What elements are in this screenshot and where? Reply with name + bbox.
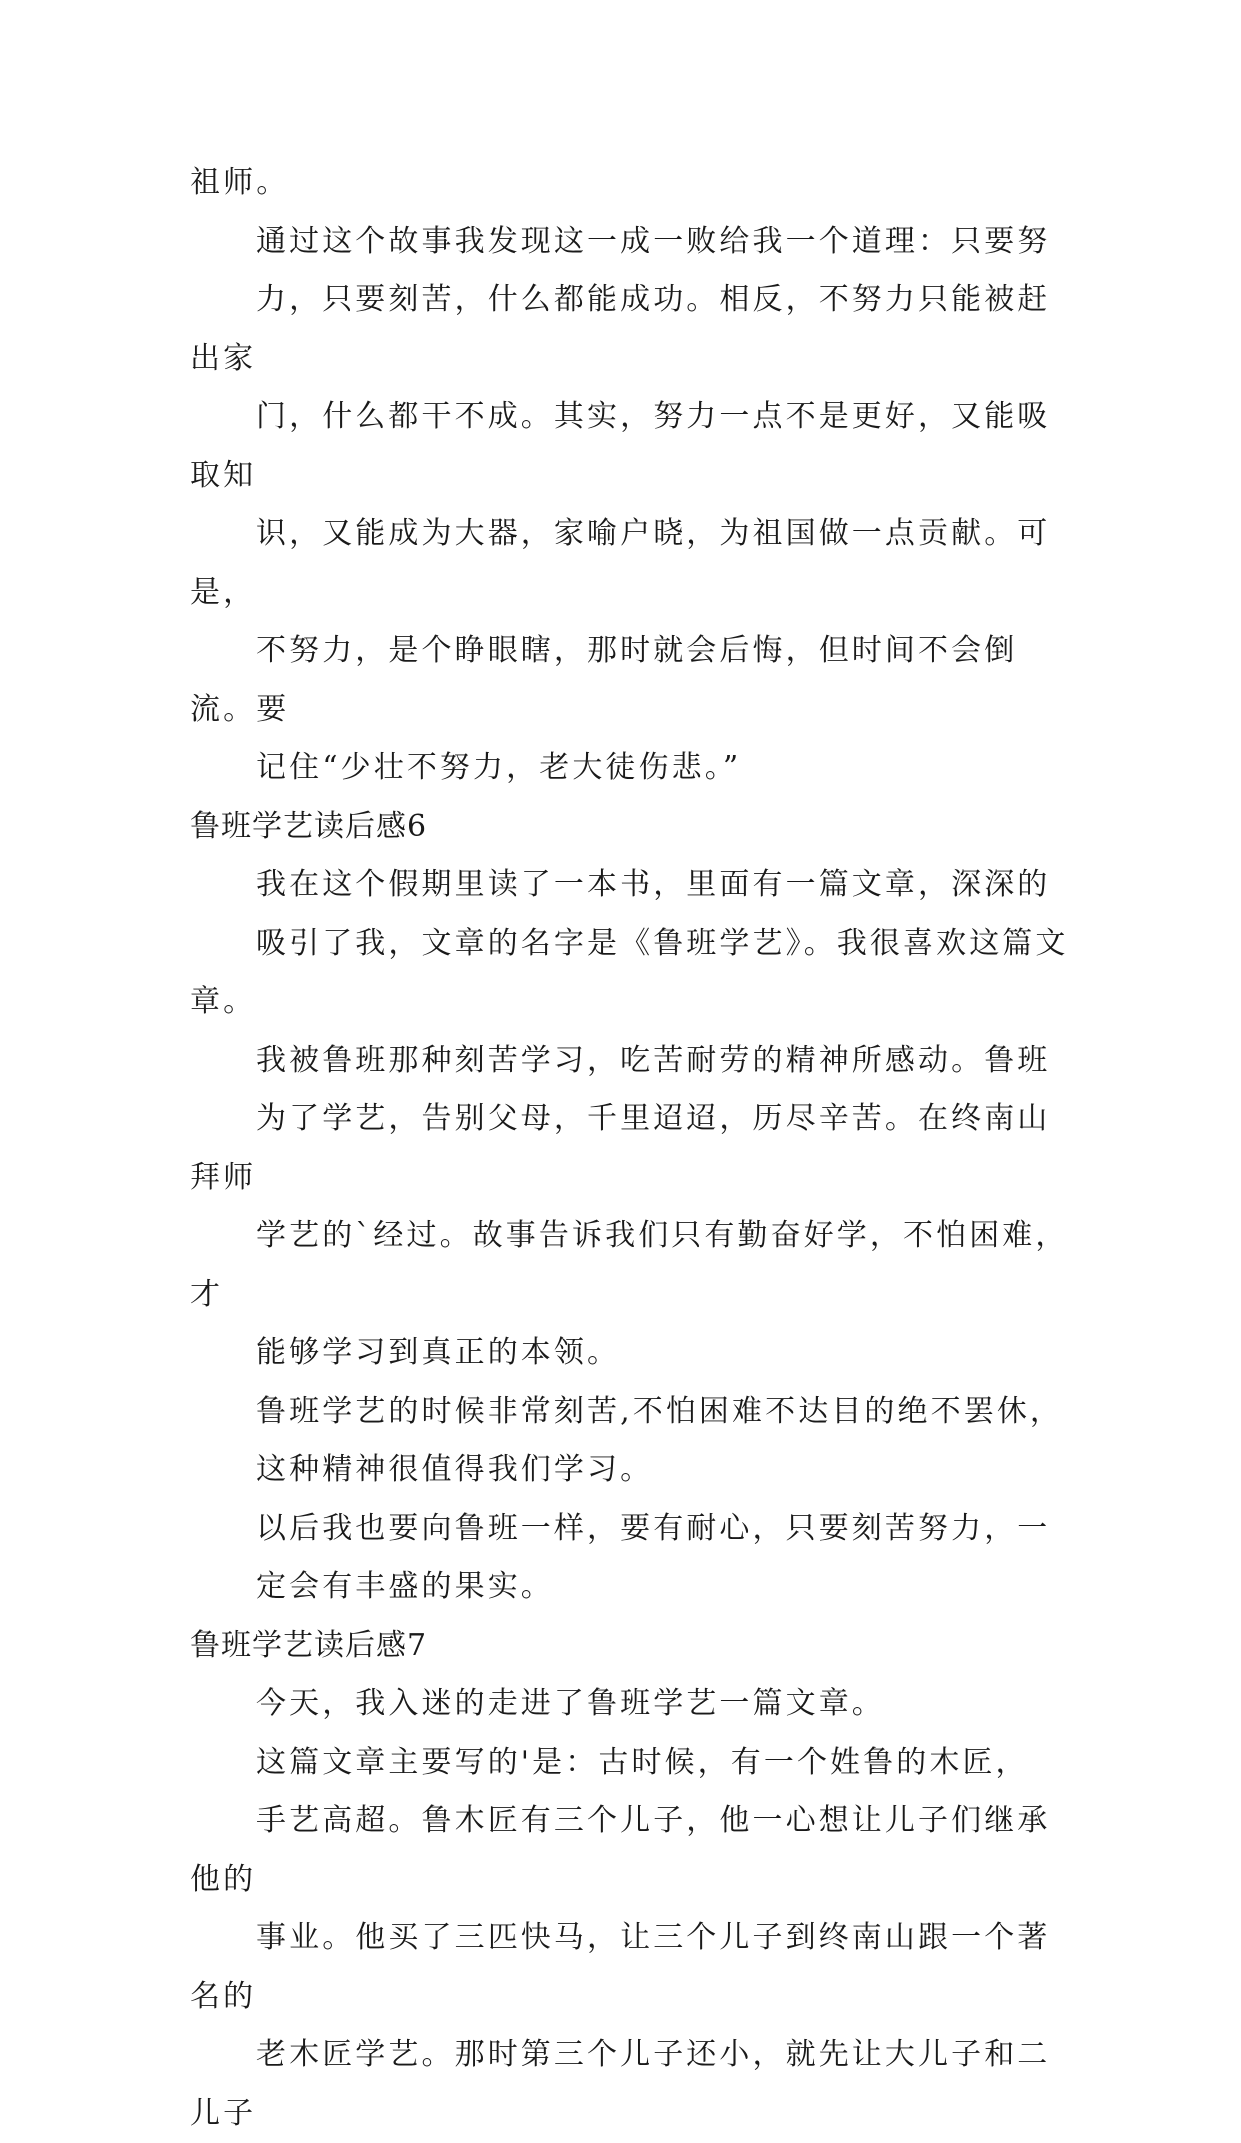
text-line: 我在这个假期里读了一本书，里面有一篇文章，深深的 [190, 856, 1070, 915]
text-line: 事业。他买了三匹快马，让三个儿子到终南山跟一个著名的 [190, 1909, 1070, 2026]
text-line: 手艺高超。鲁木匠有三个儿子，他一心想让儿子们继承他的 [190, 1792, 1070, 1909]
text-line: 力，只要刻苦，什么都能成功。相反，不努力只能被赶出家 [190, 271, 1070, 388]
paragraph [190, 154, 1070, 213]
text-line: 祖师。 [190, 154, 1070, 213]
text-line: 鲁班学艺读后感7 [190, 1617, 1070, 1676]
paragraph [190, 1500, 1070, 1617]
paragraph [190, 1675, 1070, 1734]
text-line: 学艺的`经过。故事告诉我们只有勤奋好学，不怕困难，才 [190, 1207, 1070, 1324]
text-line: 老木匠学艺。那时第三个儿子还小，就先让大儿子和二儿子 [190, 2026, 1070, 2143]
text-line: 为了学艺，告别父母，千里迢迢，历尽辛苦。在终南山拜师 [190, 1090, 1070, 1207]
text-line: 吸引了我，文章的名字是《鲁班学艺》。我很喜欢这篇文章。 [190, 915, 1070, 1032]
paragraph [190, 1734, 1070, 2143]
section-heading [190, 798, 1070, 857]
document-body [190, 154, 1070, 2143]
paragraph [190, 1032, 1070, 1383]
section-heading [190, 1617, 1070, 1676]
text-line: 鲁班学艺的时候非常刻苦,不怕困难不达目的绝不罢休， [190, 1383, 1070, 1442]
text-line: 能够学习到真正的本领。 [190, 1324, 1070, 1383]
text-line: 通过这个故事我发现这一成一败给我一个道理：只要努 [190, 213, 1070, 272]
text-line: 我被鲁班那种刻苦学习，吃苦耐劳的精神所感动。鲁班 [190, 1032, 1070, 1091]
text-line: 这篇文章主要写的'是：古时候，有一个姓鲁的木匠， [190, 1734, 1070, 1793]
text-line: 鲁班学艺读后感6 [190, 798, 1070, 857]
text-line: 门，什么都干不成。其实，努力一点不是更好，又能吸取知 [190, 388, 1070, 505]
text-line: 不努力，是个睁眼瞎，那时就会后悔，但时间不会倒流。要 [190, 622, 1070, 739]
text-line: 以后我也要向鲁班一样，要有耐心，只要刻苦努力，一 [190, 1500, 1070, 1559]
text-line: 定会有丰盛的果实。 [190, 1558, 1070, 1617]
text-line: 今天，我入迷的走进了鲁班学艺一篇文章。 [190, 1675, 1070, 1734]
text-line: 记住“少壮不努力，老大徒伤悲。” [190, 739, 1070, 798]
paragraph [190, 213, 1070, 798]
text-line: 这种精神很值得我们学习。 [190, 1441, 1070, 1500]
paragraph [190, 856, 1070, 1032]
text-line: 识，又能成为大器，家喻户晓，为祖国做一点贡献。可是， [190, 505, 1070, 622]
paragraph [190, 1383, 1070, 1500]
